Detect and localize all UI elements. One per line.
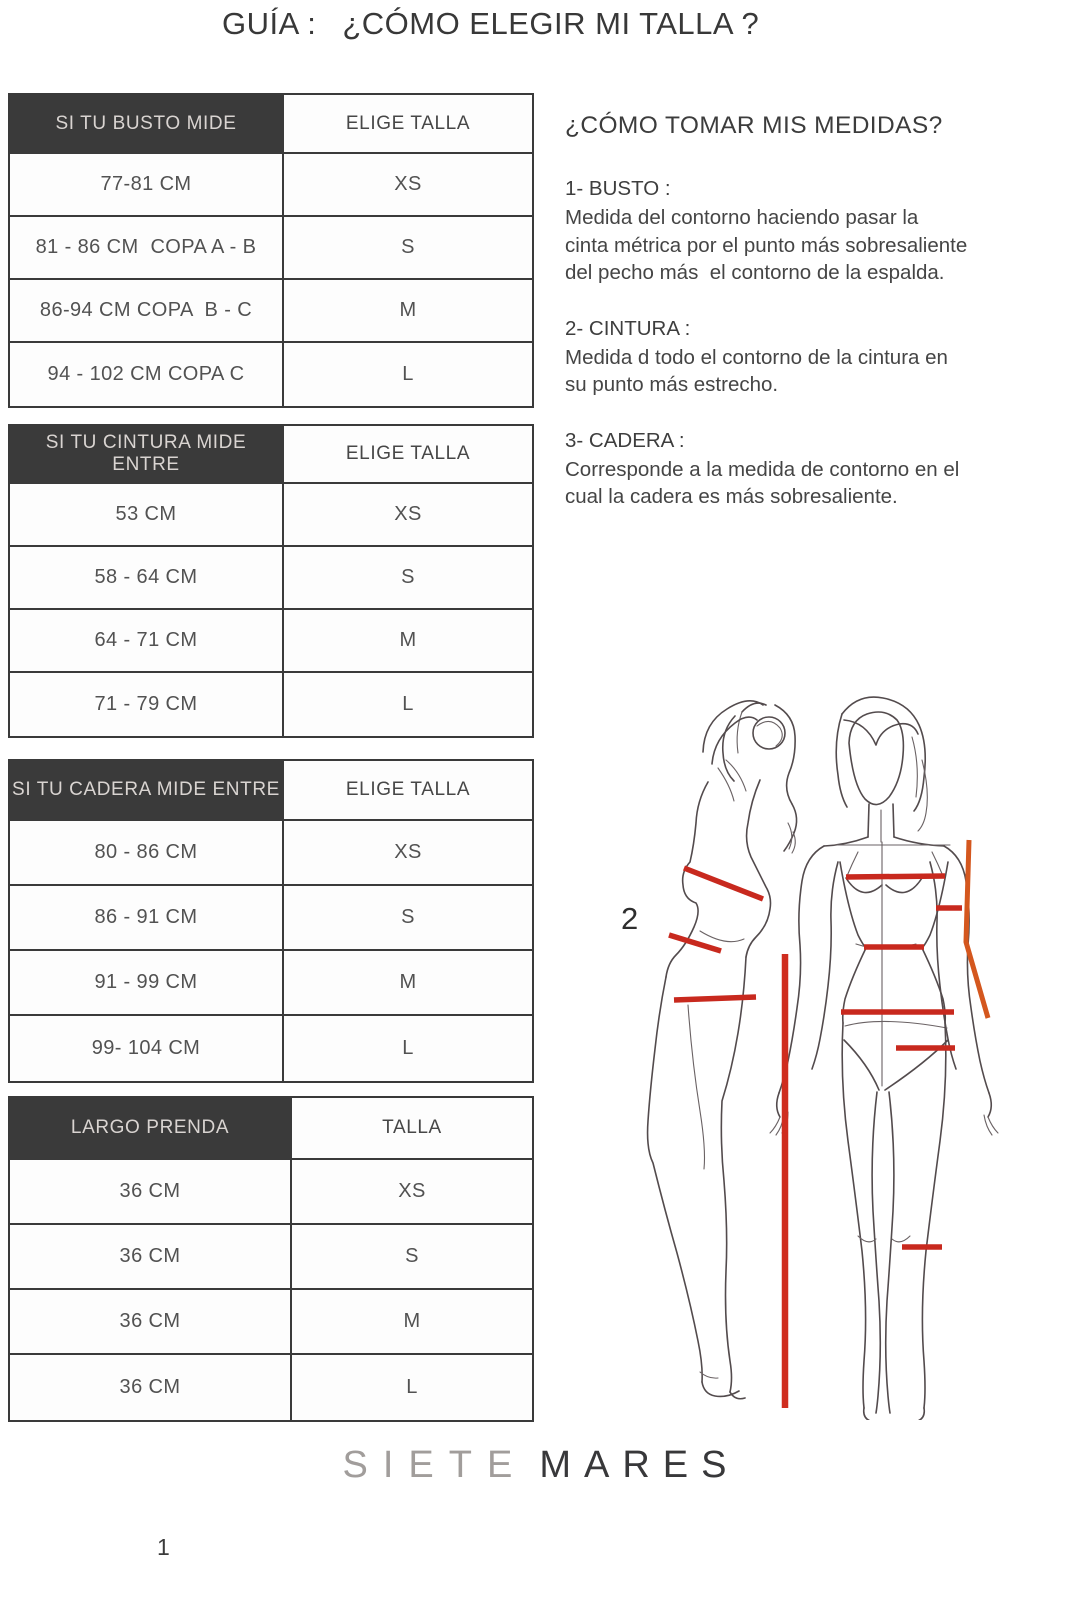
front-bust-measure-line bbox=[846, 876, 945, 877]
measurement-cell: 91 - 99 CM bbox=[10, 951, 284, 1014]
how-to-measure-heading: ¿CÓMO TOMAR MIS MEDIDAS? bbox=[565, 112, 943, 139]
table-row bbox=[10, 1355, 532, 1420]
measurement-cell: 71 - 79 CM bbox=[10, 673, 284, 736]
cadera-text-line: Corresponde a la medida de contorno en el bbox=[565, 457, 960, 481]
measurement-cell: 81 - 86 CM COPA A - B bbox=[10, 217, 284, 278]
measurement-cell: 36 CM bbox=[10, 1160, 292, 1223]
table-header-row bbox=[10, 1098, 532, 1160]
size-cell: S bbox=[401, 906, 415, 928]
header-cell-size: TALLA bbox=[382, 1117, 442, 1138]
size-cell: M bbox=[403, 1310, 421, 1332]
busto-text-line: Medida del contorno haciendo pasar la bbox=[565, 206, 919, 229]
page-number: 1 bbox=[157, 1534, 170, 1560]
size-cell: S bbox=[405, 1245, 419, 1267]
measurement-figures-illustration bbox=[600, 690, 1082, 1420]
measurement-lines bbox=[669, 840, 988, 1408]
table-row bbox=[10, 1290, 532, 1355]
table-header-row bbox=[10, 95, 532, 154]
table-row bbox=[10, 1016, 532, 1081]
header-cell-measure: SI TU CADERA MIDE ENTRE bbox=[10, 761, 284, 819]
cintura-figure-label: 2 bbox=[621, 901, 639, 936]
brand-logo bbox=[0, 1444, 1082, 1487]
table-row bbox=[10, 1225, 532, 1290]
header-cell-measure: SI TU BUSTO MIDE bbox=[10, 95, 284, 152]
side-hip-measure-line bbox=[674, 997, 756, 1000]
size-cell: L bbox=[402, 693, 414, 715]
cintura-label: 2- CINTURA : bbox=[565, 316, 691, 340]
table-row bbox=[10, 343, 532, 406]
measurement-cell: 36 CM bbox=[10, 1290, 292, 1353]
brand-logo-siete: SIETE bbox=[342, 1444, 528, 1486]
measurement-cell: 86-94 CM COPA B - C bbox=[10, 280, 284, 341]
size-cell: M bbox=[399, 299, 417, 321]
table-header-row bbox=[10, 426, 532, 484]
header-cell-measure: SI TU CINTURA MIDE ENTRE bbox=[10, 426, 284, 482]
header-cell-measure: LARGO PRENDA bbox=[10, 1098, 292, 1158]
size-cell: XS bbox=[394, 503, 422, 525]
table-row bbox=[10, 821, 532, 886]
size-cell: XS bbox=[394, 841, 422, 863]
brand-logo-mares: MARES bbox=[539, 1444, 740, 1486]
side-pose-figure-sketch bbox=[648, 701, 797, 1399]
measurement-cell: 80 - 86 CM bbox=[10, 821, 284, 884]
table-row bbox=[10, 484, 532, 547]
size-table-cintura bbox=[8, 424, 534, 738]
size-cell: L bbox=[406, 1376, 418, 1398]
cintura-text-line: Medida d todo el contorno de la cintura en bbox=[565, 345, 948, 369]
cintura-section bbox=[565, 317, 1047, 399]
size-cell: S bbox=[401, 566, 415, 588]
size-table-cadera bbox=[8, 759, 534, 1083]
size-cell: L bbox=[402, 1037, 414, 1059]
size-cell: M bbox=[399, 629, 417, 651]
how-to-measure-section bbox=[565, 112, 1047, 511]
table-row bbox=[10, 217, 532, 280]
size-cell: L bbox=[402, 363, 414, 385]
header-cell-size: ELIGE TALLA bbox=[345, 779, 471, 800]
page-title-question: ¿CÓMO ELEGIR MI TALLA ? bbox=[342, 6, 760, 41]
busto-label: 1- BUSTO : bbox=[565, 177, 671, 200]
table-header-row bbox=[10, 761, 532, 821]
header-cell-size: ELIGE TALLA bbox=[345, 112, 471, 134]
size-cell: XS bbox=[398, 1180, 426, 1202]
measurement-cell: 58 - 64 CM bbox=[10, 547, 284, 608]
page-title-guia: GUÍA : bbox=[222, 6, 317, 41]
size-cell: XS bbox=[394, 173, 422, 195]
cadera-section bbox=[565, 429, 1047, 511]
page-title bbox=[222, 6, 759, 42]
measurement-cell: 36 CM bbox=[10, 1355, 292, 1420]
busto-text-line: cinta métrica por el punto más sobresaliente bbox=[565, 233, 968, 257]
cintura-text-line: su punto más estrecho. bbox=[565, 373, 779, 396]
measurement-cell: 53 CM bbox=[10, 484, 284, 545]
measurement-cell: 77-81 CM bbox=[10, 154, 284, 215]
measurement-cell: 36 CM bbox=[10, 1225, 292, 1288]
busto-section bbox=[565, 177, 1047, 287]
table-row bbox=[10, 280, 532, 343]
cadera-text-line: cual la cadera es más sobresaliente. bbox=[565, 485, 898, 508]
size-cell: S bbox=[401, 236, 415, 258]
side-bust-measure-line bbox=[684, 868, 763, 899]
table-row bbox=[10, 673, 532, 736]
size-table-largo-prenda bbox=[8, 1096, 534, 1422]
header-cell-size: ELIGE TALLA bbox=[345, 443, 471, 464]
table-row bbox=[10, 610, 532, 673]
measurement-cell: 86 - 91 CM bbox=[10, 886, 284, 949]
table-row bbox=[10, 1160, 532, 1225]
size-table-busto bbox=[8, 93, 534, 408]
measurement-cell: 99- 104 CM bbox=[10, 1016, 284, 1081]
table-row bbox=[10, 154, 532, 217]
cadera-label: 3- CADERA : bbox=[565, 428, 685, 452]
busto-text-line: del pecho más el contorno de la espalda. bbox=[565, 261, 945, 284]
measurement-cell: 64 - 71 CM bbox=[10, 610, 284, 671]
table-row bbox=[10, 547, 532, 610]
table-row bbox=[10, 951, 532, 1016]
measurement-cell: 94 - 102 CM COPA C bbox=[10, 343, 284, 406]
table-row bbox=[10, 886, 532, 951]
front-pose-figure-sketch bbox=[770, 697, 998, 1420]
size-cell: M bbox=[399, 971, 417, 993]
